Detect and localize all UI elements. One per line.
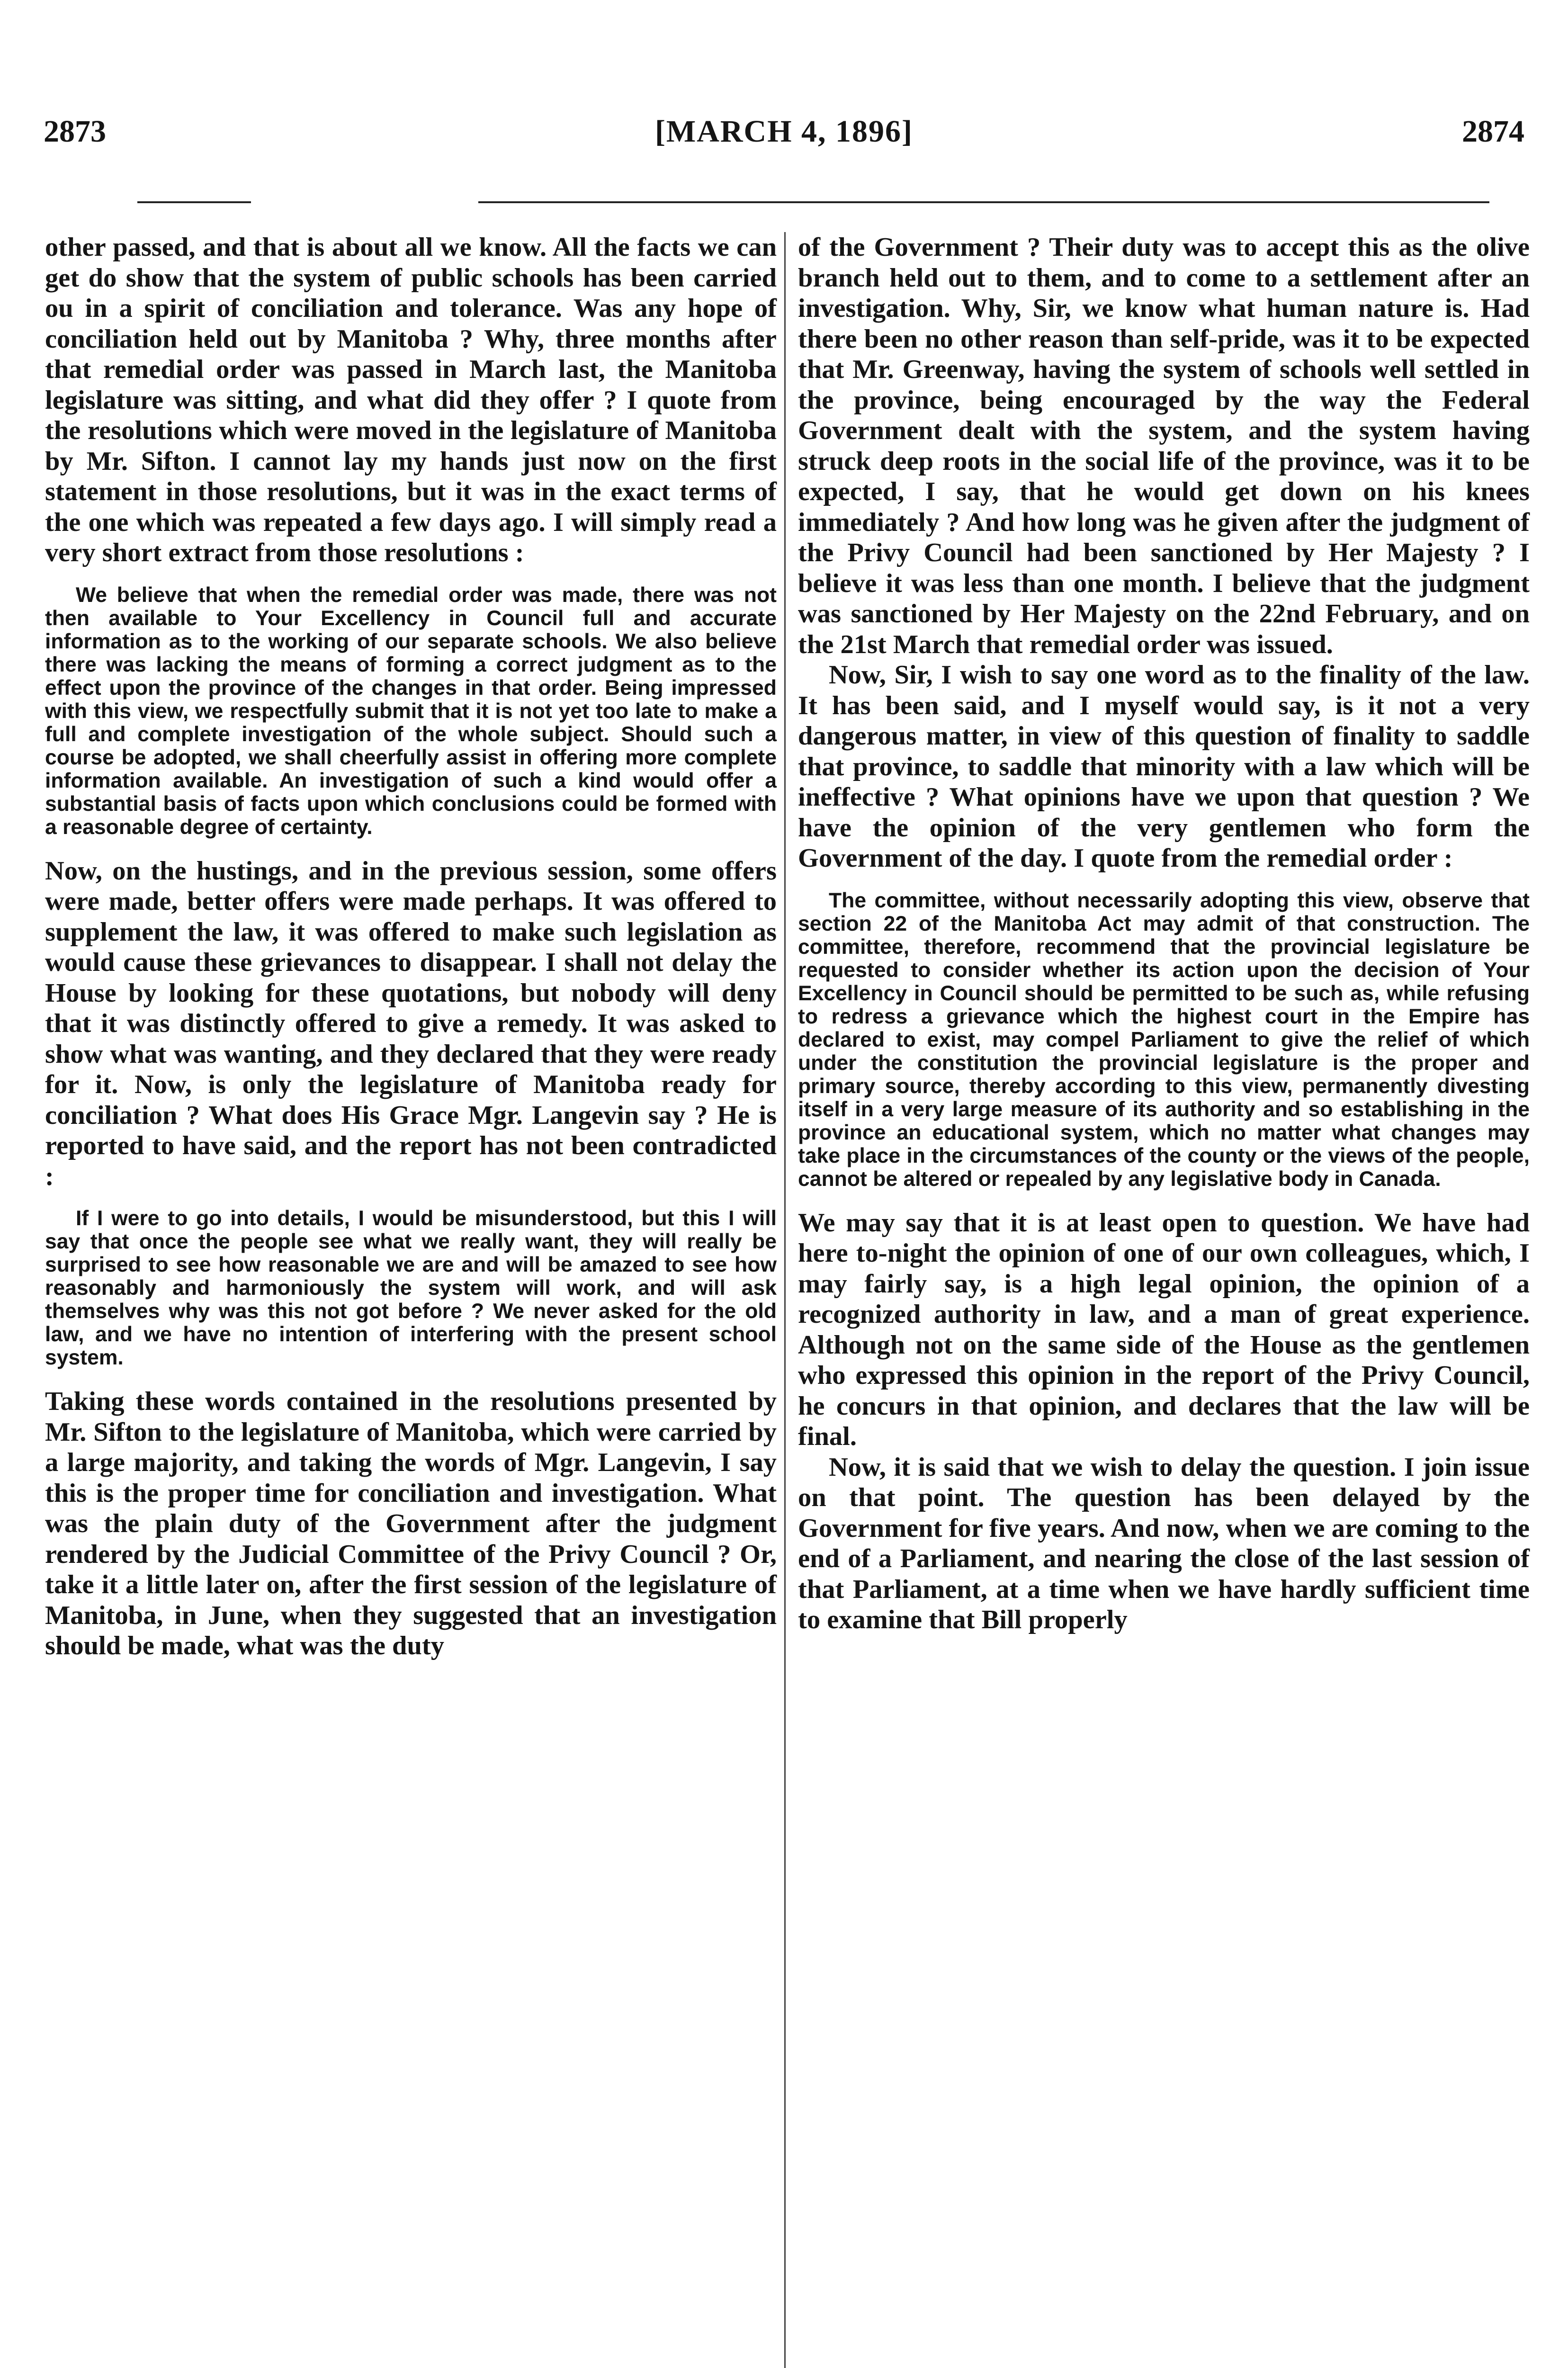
paragraph: We may say that it is at least open to question. We have had here to-night the opinion of one of our own colleagues, which, I may fairly say, is a high legal opinion, the opinion of a recognized authority in law, and a man of great experience. Although not on the same side of the House as the gentlemen who expressed this opinion in the report of the Privy Council, he concurs in that opinion, and declares that the law will be final. [798, 1208, 1530, 1451]
quoted-statement: If I were to go into details, I would be misunderstood, but this I will say that once the people see what we really want, they will really be surprised to see how reasonable we are and will be amazed to see how reasonably and harmoniously the system will work, and will ask themselves why was this not got before ? We never asked for the old law, and we have no intention of interfering with the present school system. [45, 1207, 777, 1369]
quoted-remedial-order: The committee, without necessarily adopting this view, observe that section 22 of the Manitoba Act may admit of that construction. The committee, therefore, recommend that the provincial legislature be requested to consider whether its action upon the decision of Your Excellency in Council should be permitted to be such as, while refusing to redress a grievance which the highest court in the Empire has declared to exist, may compel Parliament to give the relief of which under the constitution the provincial legislature is the proper and primary source, thereby according to this view, permanently divesting itself in a very large measure of its authority and so establishing in the province an educational system, which no matter what changes may take place in the circumstances of the county or the views of the people, cannot be altered or repealed by any legislative body in Canada. [798, 888, 1530, 1191]
page-header [0, 114, 1568, 166]
page-number-left: 2873 [44, 114, 106, 149]
paragraph: Taking these words contained in the resolutions presented by Mr. Sifton to the legislature of Manitoba, which were carried by a large majority, and taking the words of Mgr. Langevin, I say this is the proper time for conciliation and investigation. What was the plain duty of the Government after the judgment rendered by the Judicial Committee of the Privy Council ? Or, take it a little later on, after the first session of the legislature of Manitoba, in June, when they suggested that an investigation should be made, what was the duty [45, 1387, 777, 1660]
paragraph: of the Government ? Their duty was to accept this as the olive branch held out to them, and to come to a settlement after an investigation. Why, Sir, we know what human nature is. Had there been no other reason than self-pride, was it to be expected that Mr. Greenway, having the system of schools well settled in the province, being encouraged by the way the Federal Government dealt with the system, and the system having struck deep roots in the social life of the province, was it to be expected, I say, that he would get down on his knees immediately ? And how long was he given after the judgment of the Privy Council had been sanctioned by Her Majesty ? I believe it was less than one month. I believe that the judgment was sanctioned by Her Majesty on the 22nd February, and on the 21st March that remedial order was issued. [798, 233, 1530, 659]
paragraph: Now, Sir, I wish to say one word as to the finality of the law. It has been said, and I myself would say, is it not a very dangerous matter, in view of this question of finality to saddle that province, to saddle that minority with a law which will be ineffective ? What opinions have we upon that question ? We have the opinion of the very gentlemen who form the Government of the day. I quote from the remedial order : [798, 660, 1530, 873]
header-rule-left [137, 201, 251, 203]
left-column [45, 232, 777, 1661]
page-number-right: 2874 [1462, 114, 1524, 149]
date-heading: [MARCH 4, 1896] [654, 114, 914, 149]
column-divider [784, 232, 786, 2368]
right-column [798, 232, 1530, 1635]
paragraph: Now, it is said that we wish to delay the question. I join issue on that point. The question has been delayed by the Government for five years. And now, when we are coming to the end of a Parliament, and nearing the close of the last session of that Parliament, at a time when we have hardly sufficient time to examine that Bill properly [798, 1452, 1530, 1634]
paragraph: other passed, and that is about all we know. All the facts we can get do show that the system of public schools has been carried ou in a spirit of conciliation and tolerance. Was any hope of conciliation held out by Manitoba ? Why, three months after that remedial order was passed in March last, the Manitoba legislature was sitting, and what did they offer ? I quote from the resolutions which were moved in the legislature of Manitoba by Mr. Sifton. I cannot lay my hands just now on the first statement in those resolutions, but it was in the exact terms of the one which was repeated a few days ago. I will simply read a very short extract from those resolutions : [45, 233, 777, 567]
quoted-resolution: We believe that when the remedial order was made, there was not then available to Your Excellency in Council full and accurate information as to the working of our separate schools. We also believe there was lacking the means of forming a correct judgment as to the effect upon the province of the changes in that order. Being impressed with this view, we respectfully submit that it is not yet too late to make a full and complete investigation of the whole subject. Should such a course be adopted, we shall cheerfully assist in offering more complete information available. An investigation of such a kind would offer a substantial basis of facts upon which conclusions could be formed with a reasonable degree of certainty. [45, 583, 777, 839]
paragraph: Now, on the hustings, and in the previous session, some offers were made, better offers were made perhaps. It was offered to supplement the law, it was offered to make such legislation as would cause these grievances to disappear. I shall not delay the House by looking for these quotations, but nobody will deny that it was distinctly offered to give a remedy. It was asked to show what was wanting, and they declared that they were ready for it. Now, is only the legislature of Manitoba ready for conciliation ? What does His Grace Mgr. Langevin say ? He is reported to have said, and the report has not been contradicted : [45, 856, 777, 1191]
header-rule-right [478, 201, 1489, 203]
